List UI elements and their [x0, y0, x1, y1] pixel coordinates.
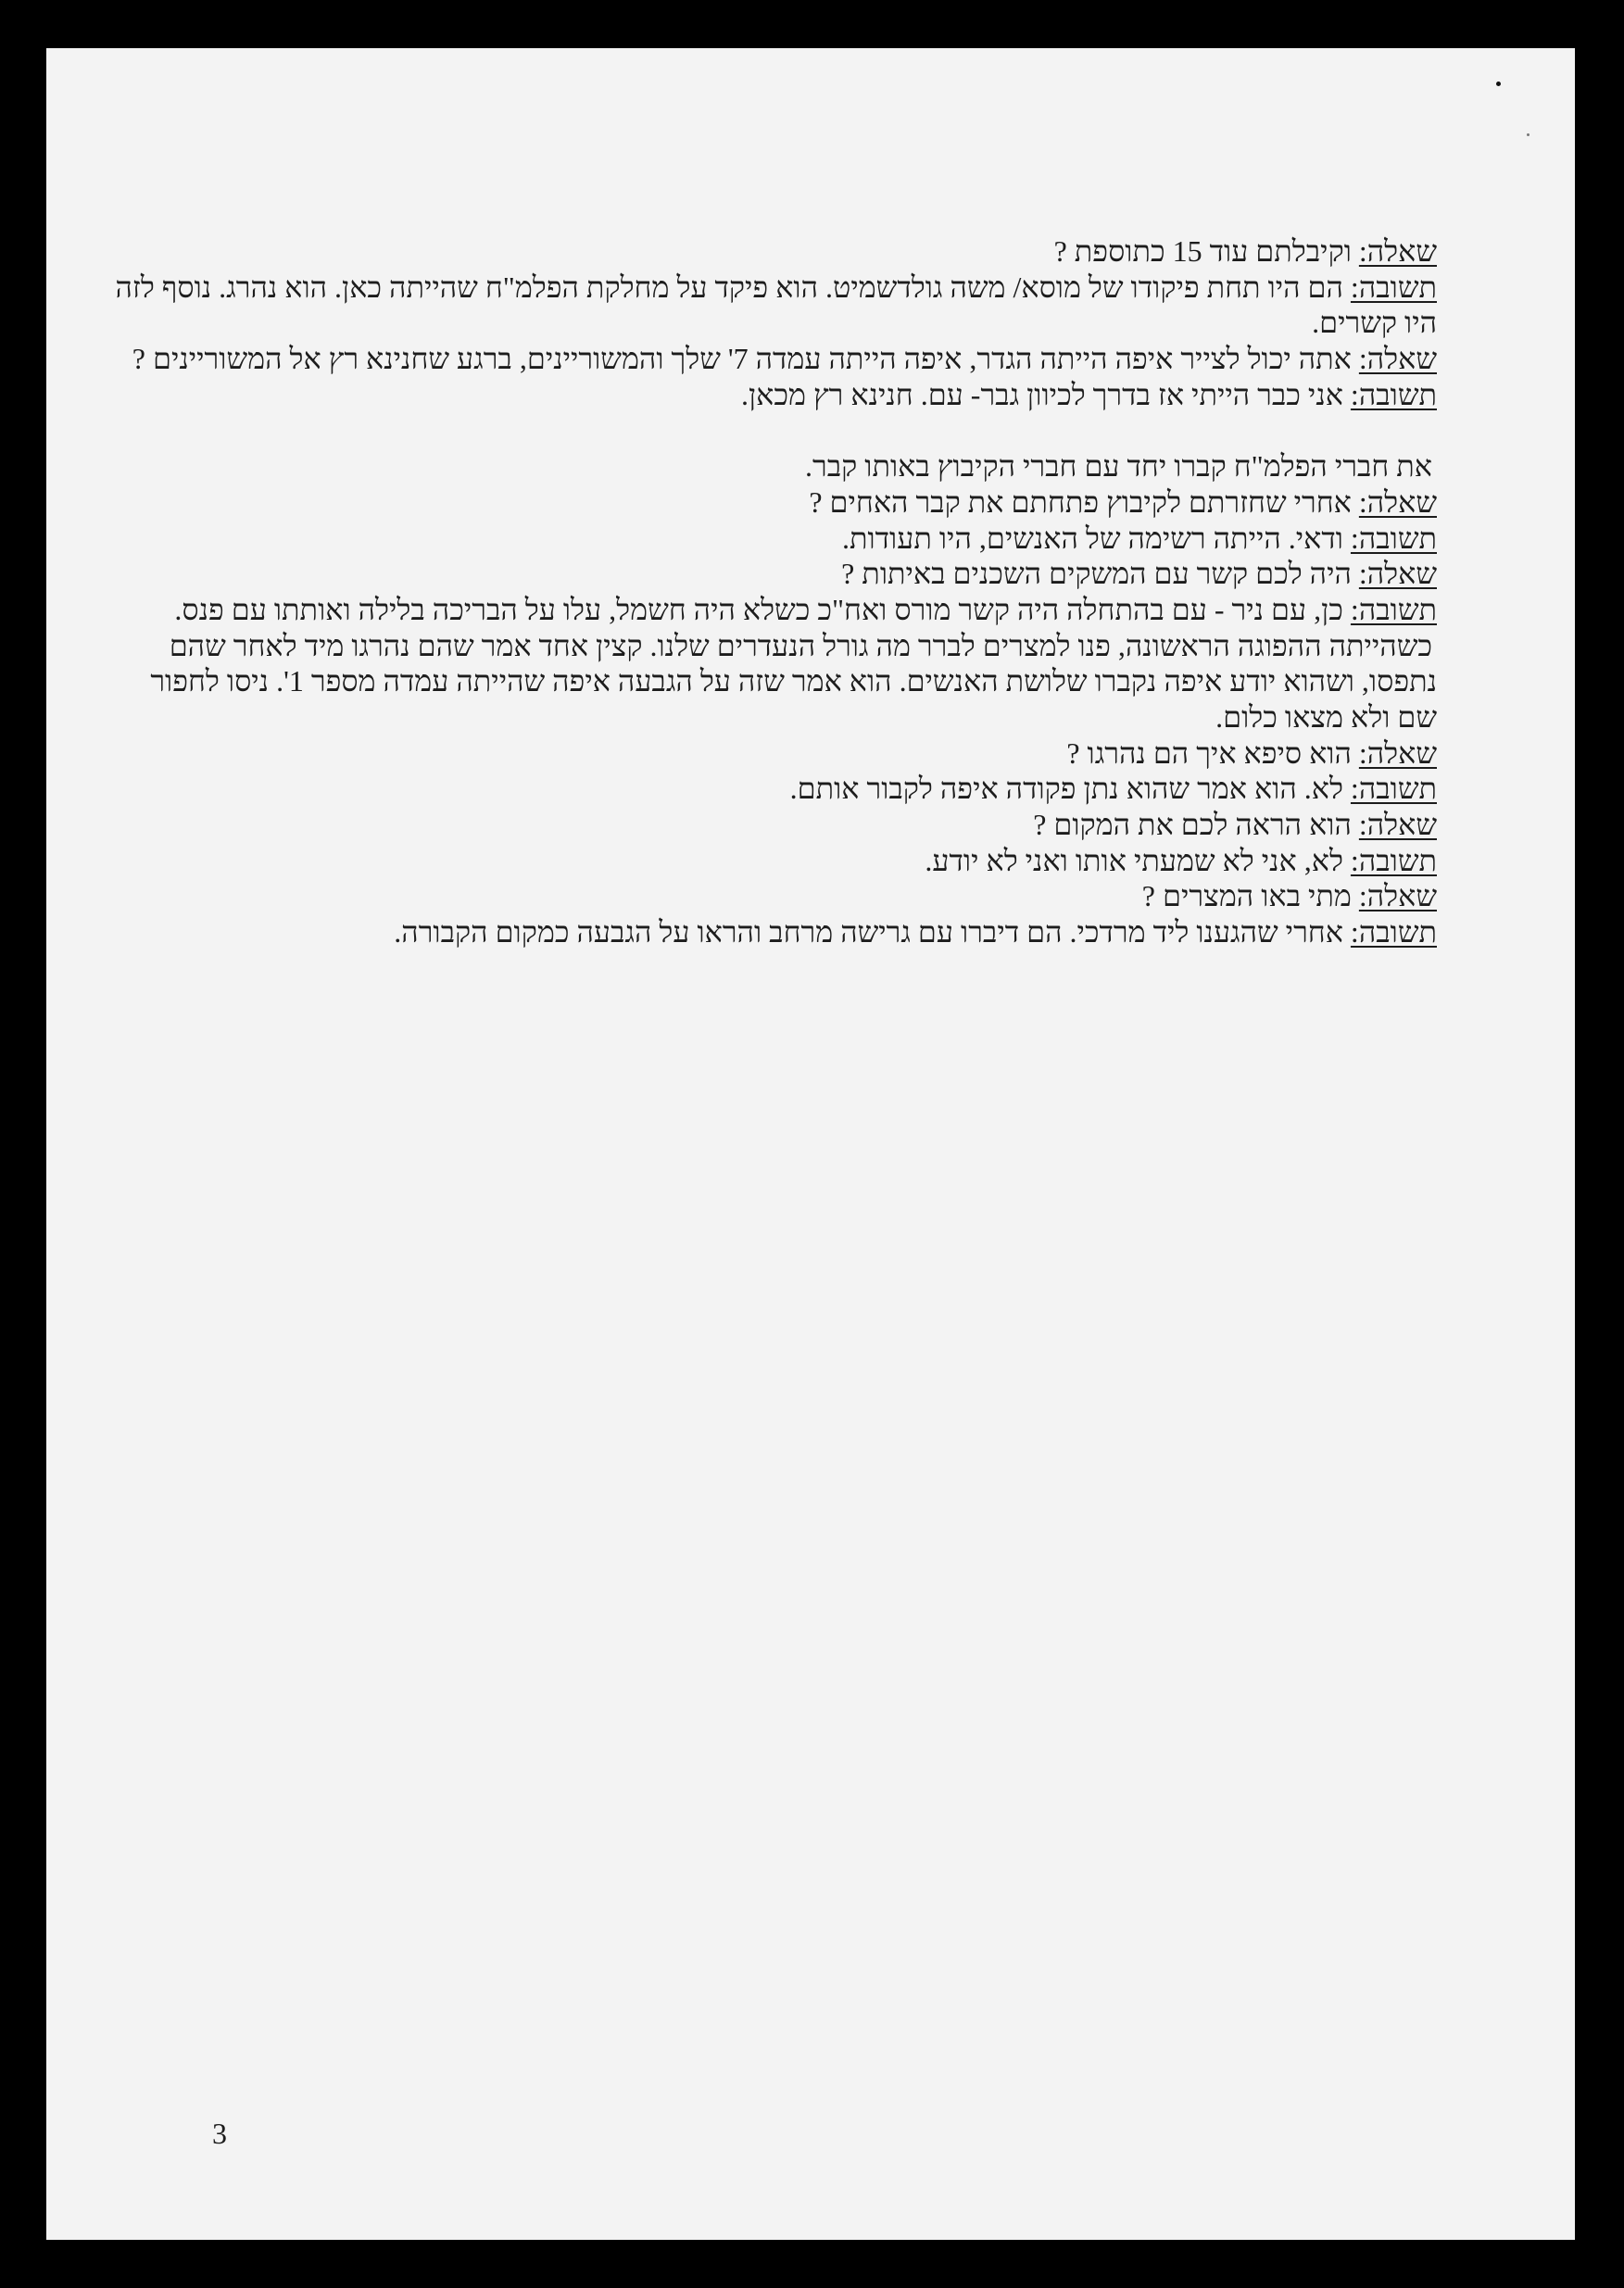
answer-line	[216, 771, 1437, 807]
text-line	[216, 699, 1437, 735]
question-text: הוא סיפא איך הם נהרגו ?	[1066, 735, 1352, 770]
question-text: וקיבלתם עוד 15 כתוספת ?	[1053, 234, 1352, 268]
answer-text: לא, אני לא שמעתי אותו ואני לא יודע.	[925, 843, 1343, 877]
question-label: שאלה:	[1358, 879, 1437, 913]
scan-speck	[1496, 82, 1501, 86]
question-line	[216, 735, 1437, 772]
question-label: שאלה:	[1358, 234, 1437, 268]
answer-text: הם היו תחת פיקודו של מוסא/ משה גולדשמיט. הוא פיקד על מחלקת הפלמ"ח שהייתה כאן. הוא נהרג. נוסף לזה	[115, 270, 1343, 304]
answer-line	[216, 843, 1437, 879]
text-line	[216, 448, 1437, 484]
answer-line	[216, 377, 1437, 413]
scan-speck	[1527, 133, 1530, 136]
answer-line	[174, 592, 1437, 628]
answer-text: לא. הוא אמר שהוא נתן פקודה איפה לקבור אותם.	[789, 772, 1343, 806]
continuation-text: נתפסו, ושהוא יודע איפה נקברו שלושת האנשים. הוא אמר שזה על הגבעה איפה שהייתה עמדה מספר 1'. ניסו לחפור	[150, 664, 1437, 698]
question-label: שאלה:	[1358, 735, 1437, 770]
question-line	[216, 484, 1437, 521]
question-line	[216, 233, 1437, 270]
blank-line	[216, 412, 1437, 448]
answer-text: אחרי שהגענו ליד מרדכי. הם דיברו עם גרישה מרחב והראו על הגבעה כמקום הקבורה.	[394, 915, 1343, 949]
continuation-text: שם ולא מצאו כלום.	[1215, 699, 1437, 734]
answer-label: תשובה:	[1350, 377, 1437, 411]
answer-line	[216, 521, 1437, 557]
question-text: אתה יכול לצייר איפה הייתה הגדר, איפה הייתה עמדה 7' שלך והמשוריינים, ברגע שחנינא רץ אל המשוריינים ?	[132, 342, 1352, 376]
question-text: אחרי שחזרתם לקיבוץ פתחתם את קבר האחים ?	[809, 484, 1352, 519]
paragraph-text: את חברי הפלמ"ח קברו יחד עם חברי הקיבוץ באותו קבר.	[805, 449, 1432, 484]
question-line	[216, 878, 1437, 914]
question-label: שאלה:	[1358, 808, 1437, 841]
answer-label: תשובה:	[1350, 270, 1437, 304]
answer-label: תשובה:	[1350, 843, 1437, 877]
answer-label: תשובה:	[1350, 521, 1437, 555]
answer-label: תשובה:	[1350, 772, 1437, 806]
answer-text: ודאי. הייתה רשימה של האנשים, היו תעודות.	[841, 521, 1343, 555]
continuation-text: היו קשרים.	[1312, 306, 1437, 340]
text-line	[150, 663, 1437, 699]
answer-line	[216, 914, 1437, 950]
paragraph-text: כשהייתה ההפוגה הראשונה, פנו למצרים לברר מה גורל הנעדרים שלנו. קצין אחד אמר שהם נהרגו מיד לאחר שהם	[169, 628, 1432, 662]
answer-label: תשובה:	[1350, 915, 1437, 949]
question-line	[216, 807, 1437, 843]
answer-text: כן, עם ניר - עם בהתחלה היה קשר מורס ואח"כ כשלא היה חשמל, עלו על הבריכה בלילה ואותתו עם פנס.	[174, 592, 1343, 626]
question-line	[216, 556, 1437, 592]
question-label: שאלה:	[1358, 557, 1437, 591]
answer-line	[115, 270, 1437, 306]
text-line	[169, 628, 1437, 664]
question-label: שאלה:	[1358, 342, 1437, 376]
page-number: 3	[212, 2117, 227, 2150]
interview-transcript	[115, 233, 1437, 950]
question-text: מתי באו המצרים ?	[1141, 879, 1352, 913]
answer-text: אני כבר הייתי אז בדרך לכיוון גבר- עם. חנינא רץ מכאן.	[741, 377, 1343, 411]
question-text: הוא הראה לכם את המקום ?	[1033, 808, 1352, 841]
answer-label: תשובה:	[1350, 592, 1437, 626]
question-text: היה לכם קשר עם המשקים השכנים באיתות ?	[841, 557, 1352, 591]
text-line	[216, 305, 1437, 341]
question-label: שאלה:	[1358, 484, 1437, 519]
question-line	[132, 341, 1437, 377]
